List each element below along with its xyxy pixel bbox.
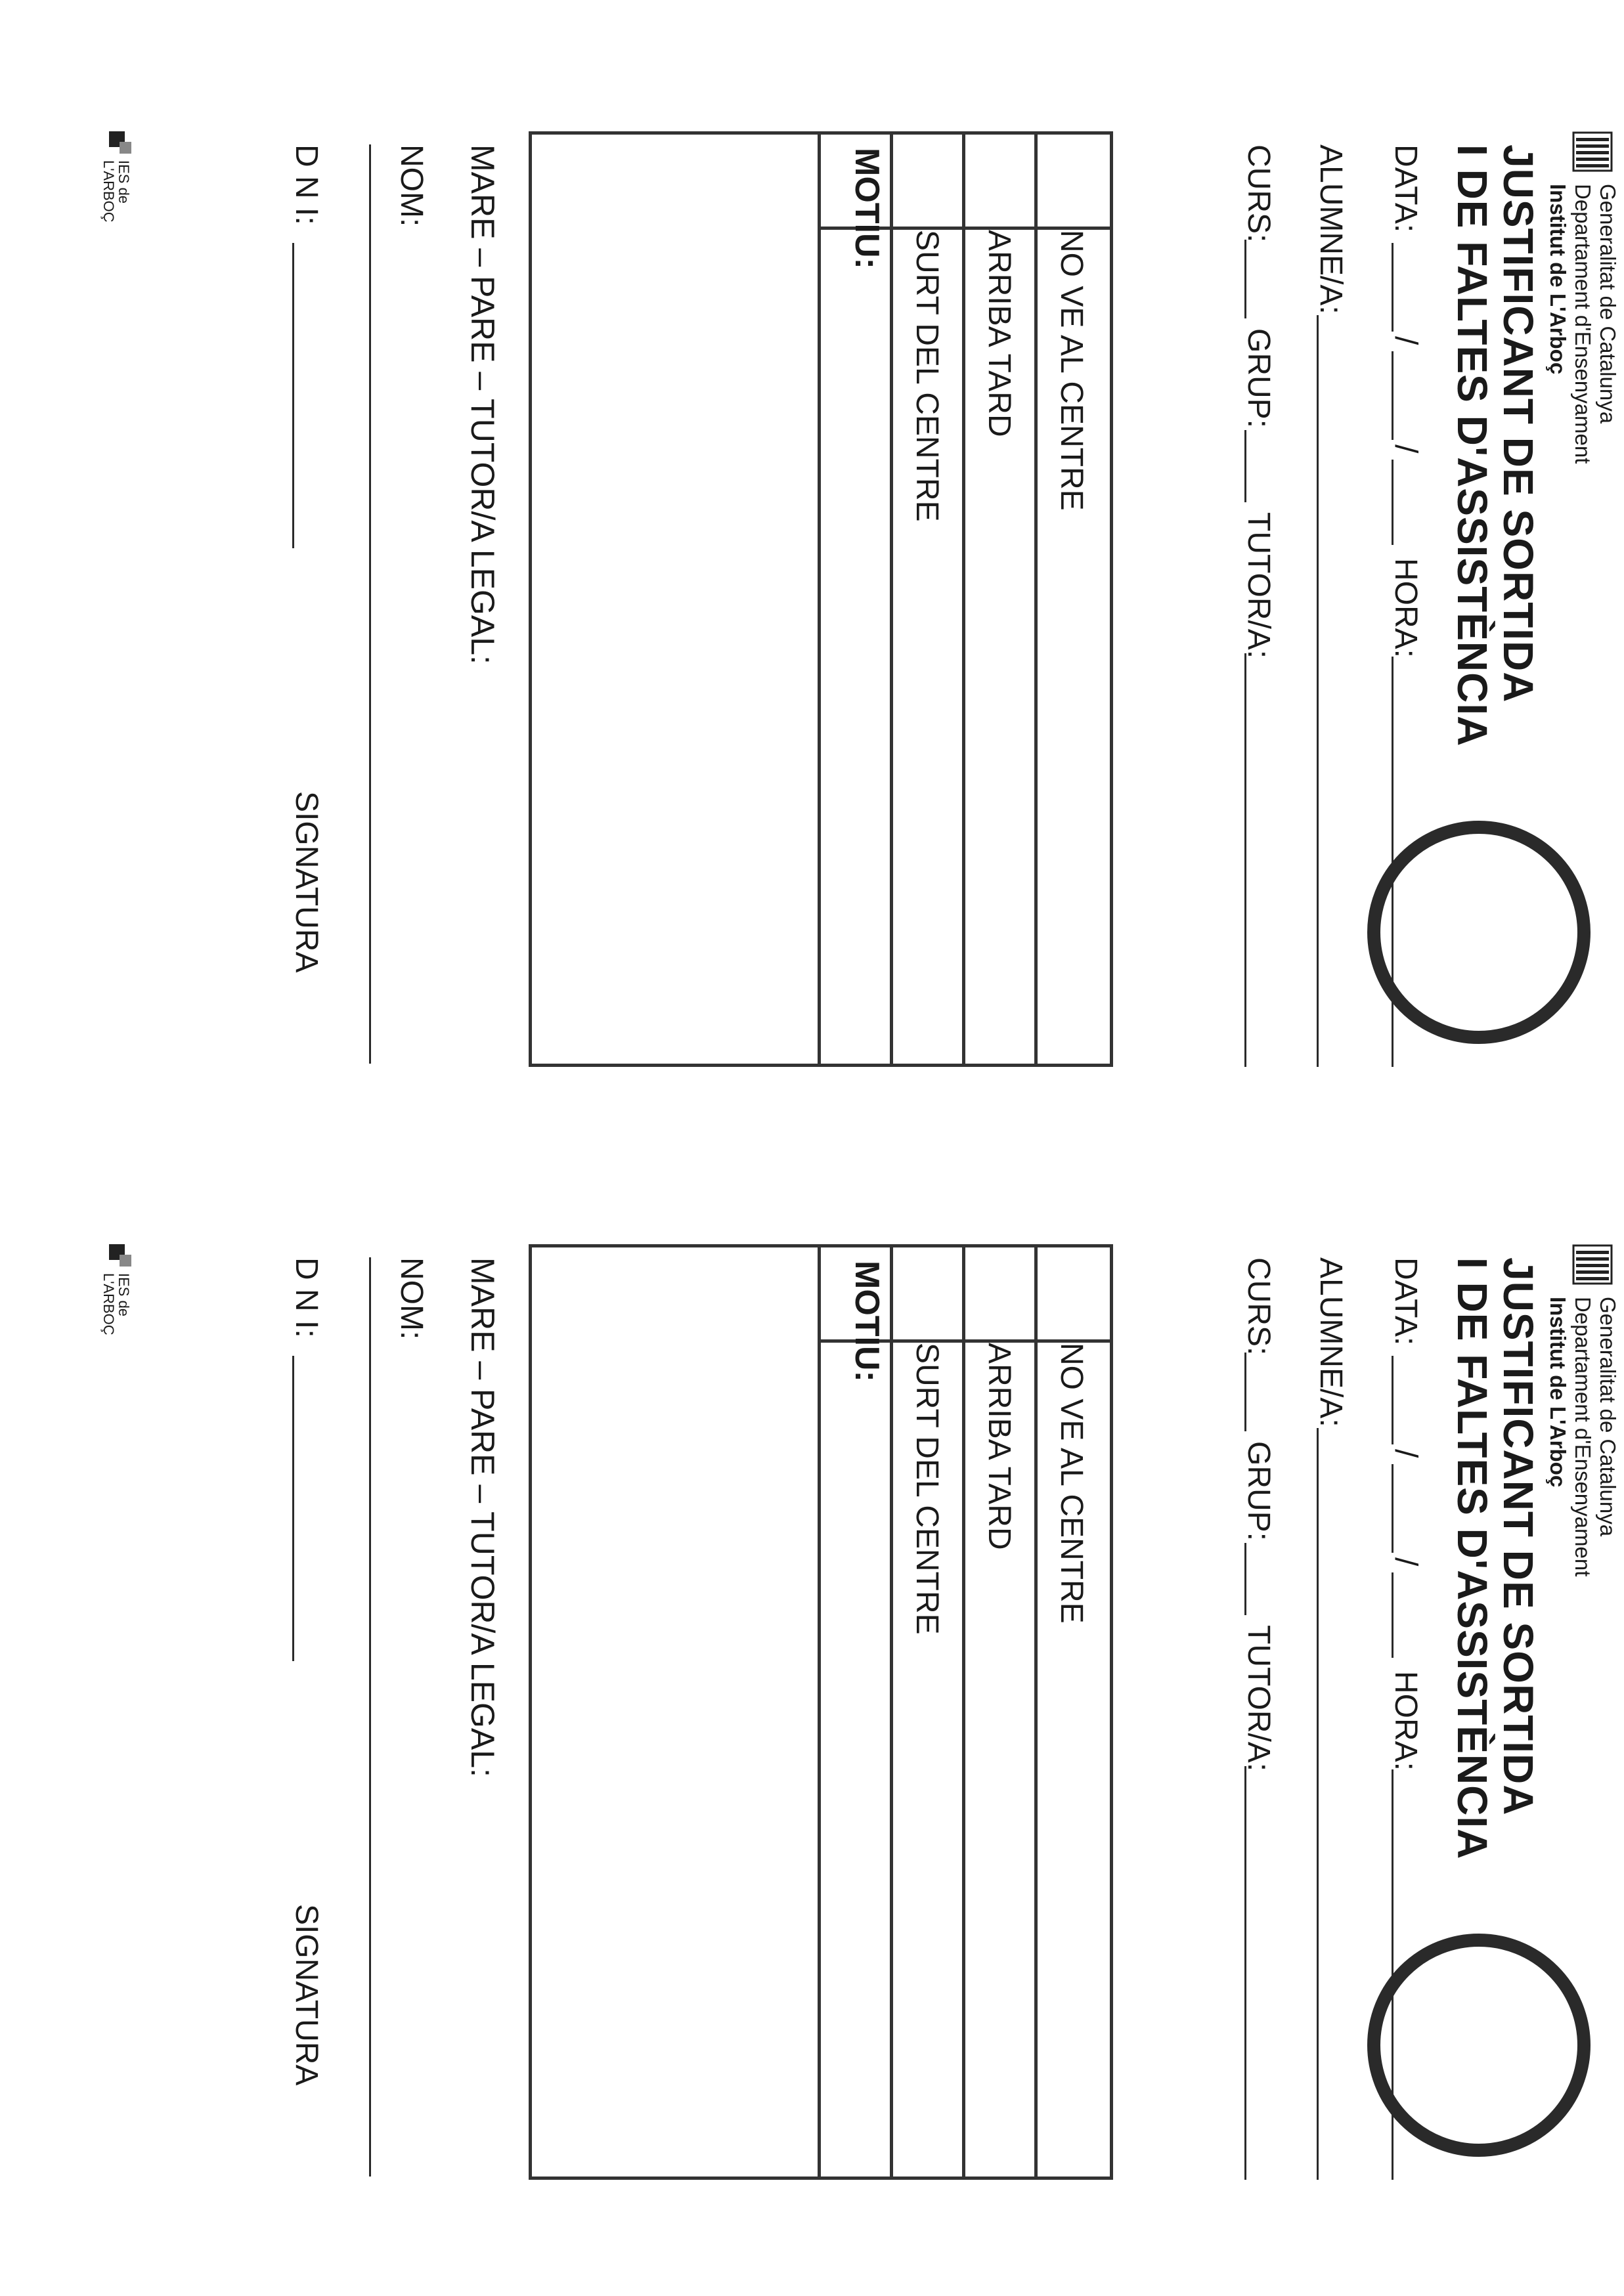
form-title-line1: JUSTIFICANT DE SORTIDA (1495, 1257, 1542, 1816)
signatura-label: SIGNATURA (289, 791, 324, 973)
reason-table (529, 131, 1113, 1067)
nom-field[interactable] (369, 144, 371, 1064)
tutor-label: TUTOR/A: (1241, 1625, 1276, 1772)
checkbox-surt[interactable] (893, 1247, 965, 1339)
table-divider (1034, 1247, 1038, 2177)
date-year-field[interactable] (1392, 1572, 1394, 1658)
table-divider (962, 1247, 965, 2177)
table-divider (818, 1247, 821, 2177)
date-month-field[interactable] (1392, 1464, 1394, 1553)
date-year-field[interactable] (1392, 460, 1394, 545)
option-no-ve-al-centre: NO VE AL CENTRE (1054, 1343, 1089, 1624)
alumne-field[interactable] (1317, 1428, 1319, 2180)
tutor-field[interactable] (1244, 1766, 1246, 2180)
grup-field[interactable] (1244, 430, 1246, 502)
org-department: Departament d'Ensenyament (1571, 1297, 1595, 1577)
dni-label: D N I: (289, 144, 324, 225)
stamp-circle (1367, 1934, 1591, 2157)
org-name: Generalitat de Catalunya (1596, 1297, 1620, 1537)
data-label: DATA: (1388, 1257, 1423, 1346)
date-separator: / (1388, 444, 1423, 454)
data-label: DATA: (1388, 144, 1423, 233)
date-day-field[interactable] (1392, 243, 1394, 332)
table-divider (890, 135, 893, 1064)
justificant-form-bottom (7, 1244, 1624, 2163)
form-title-line1: JUSTIFICANT DE SORTIDA (1495, 144, 1542, 703)
table-divider (890, 1247, 893, 2177)
checkbox-arriba-tard[interactable] (965, 1247, 1038, 1339)
date-month-field[interactable] (1392, 351, 1394, 440)
option-surt-del-centre: SURT DEL CENTRE (910, 230, 944, 522)
table-divider (962, 135, 965, 1064)
motiu-field[interactable] (532, 227, 818, 1064)
org-department: Departament d'Ensenyament (1571, 184, 1595, 464)
grup-label: GRUP: (1241, 328, 1276, 429)
checkbox-no-ve[interactable] (1038, 135, 1110, 227)
date-day-field[interactable] (1392, 1356, 1394, 1444)
org-institute: Institut de L'Arboç (1546, 184, 1570, 375)
form-title-line2: I DE FALTES D'ASSISTÈNCIA (1449, 1257, 1496, 1860)
signatura-label: SIGNATURA (289, 1904, 324, 2086)
hora-field[interactable] (1392, 1769, 1394, 2180)
generalitat-logo-icon (1572, 131, 1613, 172)
nom-field[interactable] (369, 1257, 371, 2177)
option-arriba-tard: ARRIBA TARD (982, 1343, 1017, 1550)
ies-logo-line2: L'ARBOÇ (100, 1273, 117, 1335)
checkbox-surt[interactable] (893, 135, 965, 227)
tutor-label: TUTOR/A: (1241, 512, 1276, 659)
ies-logo-line2: L'ARBOÇ (100, 160, 117, 223)
date-separator: / (1388, 1449, 1423, 1458)
option-surt-del-centre: SURT DEL CENTRE (910, 1343, 944, 1635)
curs-field[interactable] (1244, 1353, 1246, 1431)
org-institute: Institut de L'Arboç (1546, 1297, 1570, 1488)
ies-logo-line1: IES de (116, 160, 132, 204)
signer-heading: MARE – PARE – TUTOR/A LEGAL: (464, 1257, 501, 1777)
table-divider (1034, 135, 1038, 1064)
hora-label: HORA: (1388, 1671, 1423, 1771)
org-name: Generalitat de Catalunya (1596, 184, 1620, 424)
reason-table (529, 1244, 1113, 2180)
curs-label: CURS: (1241, 144, 1276, 243)
table-divider (818, 135, 821, 1064)
signer-heading: MARE – PARE – TUTOR/A LEGAL: (464, 144, 501, 664)
grup-label: GRUP: (1241, 1441, 1276, 1542)
dni-field[interactable] (292, 1356, 294, 1661)
curs-label: CURS: (1241, 1257, 1276, 1356)
ies-logo-icon (109, 131, 131, 154)
generalitat-logo-icon (1572, 1244, 1613, 1285)
alumne-label: ALUMNE/A: (1313, 144, 1348, 314)
motiu-label: MOTIU: (848, 148, 886, 269)
dni-field[interactable] (292, 243, 294, 548)
nom-label: NOM: (394, 144, 429, 227)
ies-logo-line1: IES de (116, 1273, 132, 1317)
motiu-label: MOTIU: (848, 1261, 886, 1382)
justificant-form-top (7, 131, 1624, 1051)
form-title-line2: I DE FALTES D'ASSISTÈNCIA (1449, 144, 1496, 747)
hora-label: HORA: (1388, 558, 1423, 659)
dni-label: D N I: (289, 1257, 324, 1338)
stamp-circle (1367, 821, 1591, 1044)
date-separator: / (1388, 336, 1423, 345)
date-separator: / (1388, 1557, 1423, 1567)
curs-field[interactable] (1244, 240, 1246, 318)
grup-field[interactable] (1244, 1543, 1246, 1615)
motiu-field[interactable] (532, 1339, 818, 2177)
alumne-field[interactable] (1317, 315, 1319, 1067)
nom-label: NOM: (394, 1257, 429, 1340)
tutor-field[interactable] (1244, 653, 1246, 1067)
option-no-ve-al-centre: NO VE AL CENTRE (1054, 230, 1089, 511)
checkbox-arriba-tard[interactable] (965, 135, 1038, 227)
option-arriba-tard: ARRIBA TARD (982, 230, 1017, 437)
hora-field[interactable] (1392, 657, 1394, 1067)
checkbox-no-ve[interactable] (1038, 1247, 1110, 1339)
alumne-label: ALUMNE/A: (1313, 1257, 1348, 1427)
ies-logo-icon (109, 1244, 131, 1267)
